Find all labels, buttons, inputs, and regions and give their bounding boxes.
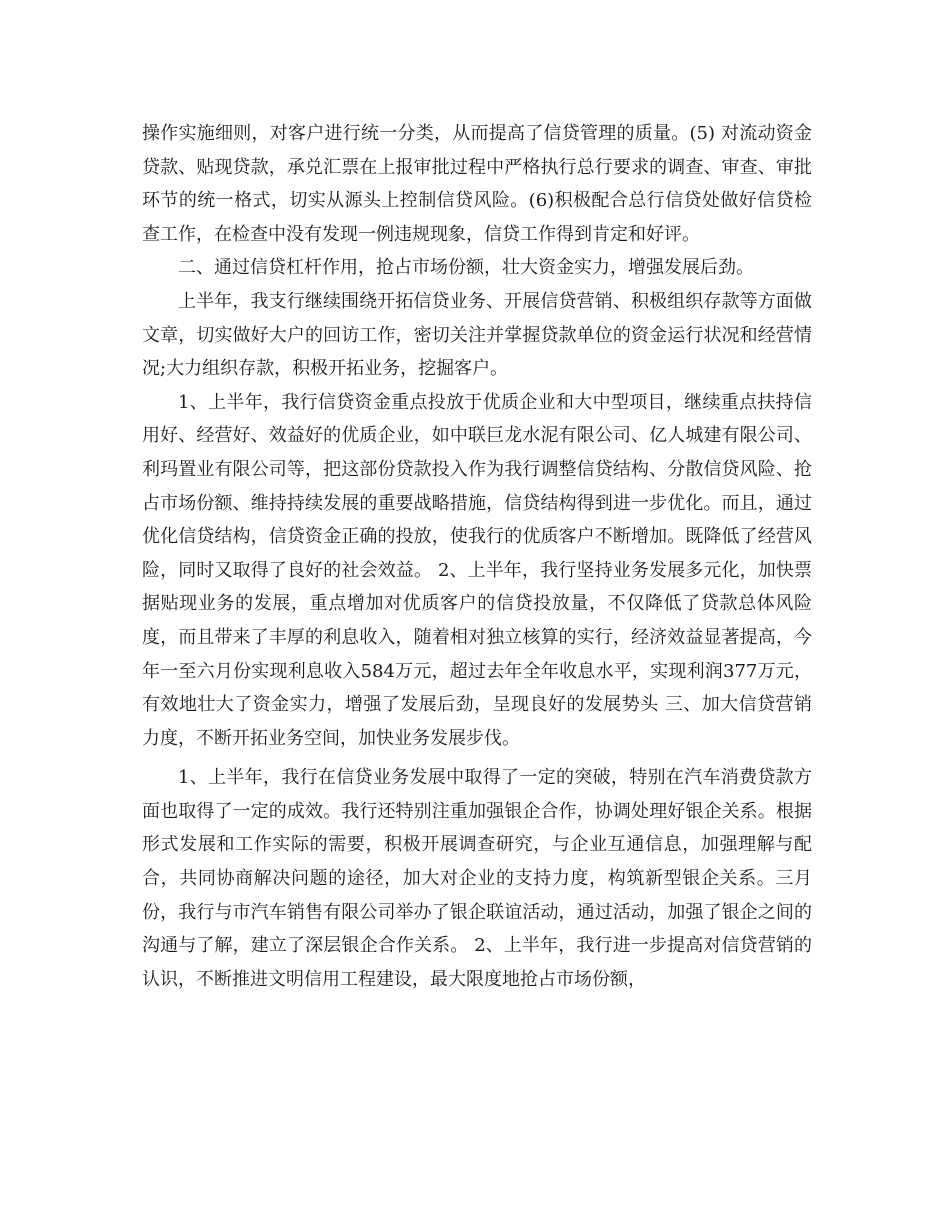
document-body	[142, 117, 812, 996]
paragraph-1: 操作实施细则，对客户进行统一分类，从而提高了信贷管理的质量。(5) 对流动资金贷款、贴现贷款，承兑汇票在上报审批过程中严格执行总行要求的调查、审查、审批环节的统一格式，切实从源头上控制信贷风险。(6)积极配合总行信贷处做好信贷检查工作，在检查中没有发现一例违规现象，信贷工作得到肯定和好评。	[142, 123, 812, 245]
paragraph-3: 上半年，我支行继续围绕开拓信贷业务、开展信贷营销、积极组织存款等方面做文章，切实做好大户的回访工作，密切关注并掌握贷款单位的资金运行状况和经营情况;大力组织存款，积极开拓业务，挖掘客户。	[142, 290, 812, 380]
paragraph-4: 1、上半年，我行信贷资金重点投放于优质企业和大中型项目，继续重点扶持信用好、经营好、效益好的优质企业，如中联巨龙水泥有限公司、亿人城建有限公司、利玛置业有限公司等，把这部份贷款投入作为我行调整信贷结构、分散信贷风险、抢占市场份额、维持持续发展的重要战略措施，信贷结构得到进一步优化。而且，通过优化信贷结构，信贷资金正确的投放，使我行的优质客户不断增加。既降低了经营风险，同时又取得了良好的社会效益。 2、上半年，我行坚持业务发展多元化，加快票据贴现业务的发展，重点增加对优质客户的信贷投放量，不仅降低了贷款总体风险度，而且带来了丰厚的利息收入，随着相对独立核算的实行，经济效益显著提高，今年一至六月份实现利息收入584万元，超过去年全年收息水平，实现利润377万元，有效地壮大了资金实力，增强了发展后劲，呈现良好的发展势头 三、加大信贷营销力度，不断开拓业务空间，加快业务发展步伐。	[142, 391, 812, 749]
paragraph-2-heading: 二、通过信贷杠杆作用，抢占市场份额，壮大资金实力，增强发展后劲。	[178, 257, 754, 279]
paragraph-5: 1、上半年，我行在信贷业务发展中取得了一定的突破，特别在汽车消费贷款方面也取得了一定的成效。我行还特别注重加强银企合作，协调处理好银企关系。根据形式发展和工作实际的需要，积极开展调查研究，与企业互通信息，加强理解与配合，共同协商解决问题的途径，加大对企业的支持力度，构筑新型银企关系。三月份，我行与市汽车销售有限公司举办了银企联谊活动，通过活动，加强了银企之间的沟通与了解，建立了深层银企合作关系。 2、上半年，我行进一步提高对信贷营销的认识，不断推进文明信用工程建设，最大限度地抢占市场份额，	[142, 767, 812, 990]
